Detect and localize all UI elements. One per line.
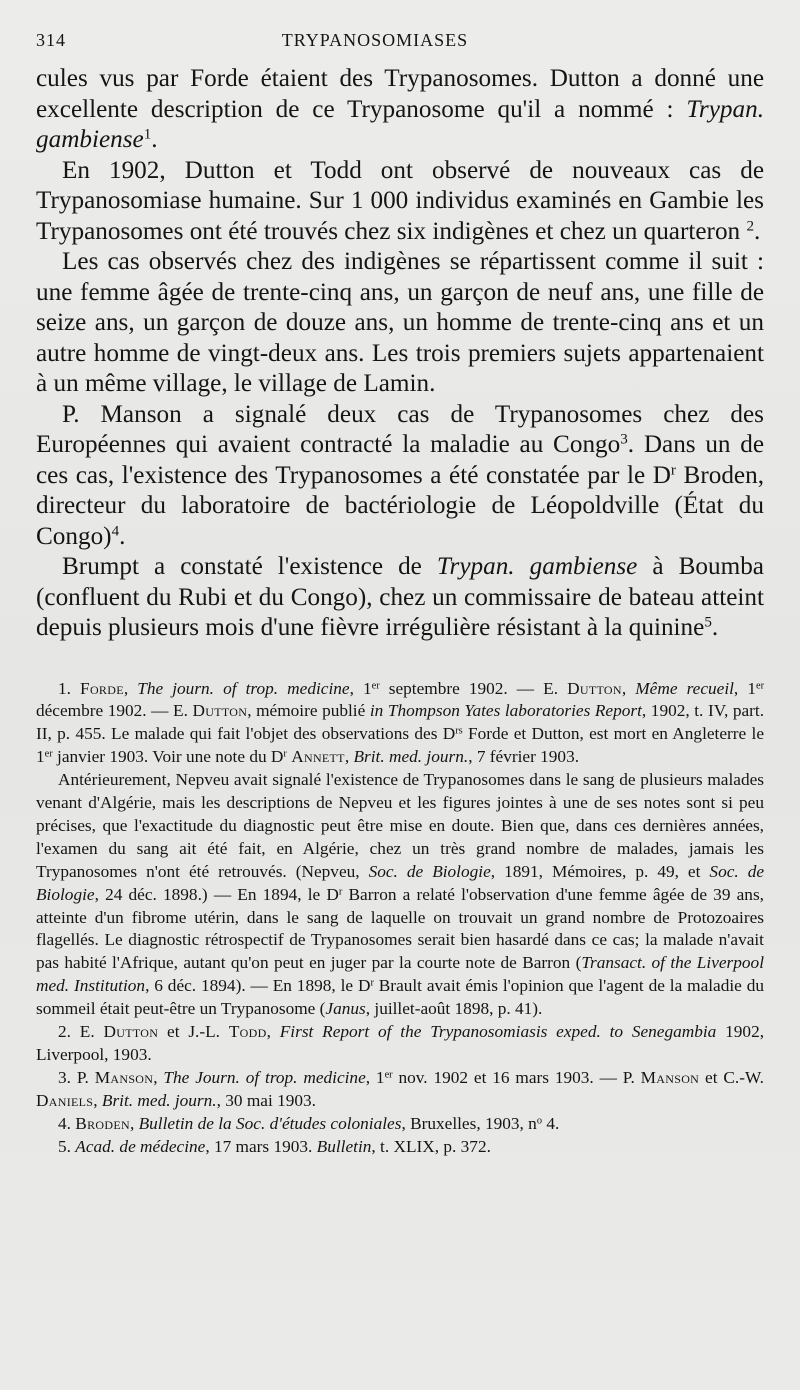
footnote-ref-3: 3 [620,431,628,448]
species-name: Trypan. gambiense [436,553,638,580]
paragraph-4: P. Manson a signalé deux cas de Trypanosomes chez des Européennes qui avaient contracté la maladie au Congo$^3$. Dans un de ces cas, l'existence des Trypanosomes a été constatée par le $D^r$ Broden, directeur du laboratoire de bactériologie de Léopoldville (État du Congo)$^4$. [36,400,765,550]
footnote-1: 1. Forde, The journ. of trop. medicine, 1er septembre 1902. — E. Dutton, Même recueil, 1er décembre 1902. — E. Dutton, mémoire publié in Thompson Yates laboratories Report, 1902, t. IV, part. II, p. 455. Le malade qui fait l'objet des observations des $D^{rs}$ Forde et Dutton, est mort en Angleterre le 1er janvier 1903. Voir une note du $D^r$ Annett, Brit. med. journ., 7 février 1903. [36,678,765,767]
footnote-3: 3. P. Manson, The Journ. of trop. medicine, 1er nov. 1902 et 16 mars 1903. — P. Manson et C.-W. Daniels, Brit. med. journ., 30 mai 1903. [36,1067,765,1110]
paragraph-1: cules vus par Forde étaient des Trypanosomes. Dutton a donné une excellente description de ce Trypanosome qu'il a nommé : Trypan. gambiense$^1$. [36,65,764,153]
paragraph-5: Brumpt a constaté l'existence de Trypan. gambiense à Boumba (confluent du Rubi et du Congo), chez un commissaire de bateau atteint depuis plusieurs mois d'une fièvre irrégulière résistant à la quinine$^5$. [36,553,764,641]
running-title: TRYPANOSOMIASES [281,30,469,50]
page-number: 314 [36,30,66,50]
main-text [36,64,764,644]
paragraph-2: En 1902, Dutton et Todd ont observé de nouveaux cas de Trypanosomiase humaine. Sur 1 000 individus examinés en Gambie les Trypanosomes ont été trouvés chez six indigènes et chez un quarteron $^2$. [36,156,764,245]
footnote-4: 4. Broden, Bulletin de la Soc. d'études coloniales, Bruxelles, 1903, $n^o$ 4. [58,1113,560,1133]
footnote-ref-4: 4 [111,523,120,540]
footnote-ref-5: 5 [704,614,712,631]
species-name: Trypan. gambiense [36,95,764,153]
footnote-2: 2. E. Dutton et J.-L. Todd, First Report of the Trypanosomiasis exped. to Senegambia 1902, Liverpool, 1903. [36,1022,765,1064]
footnote-ref-2: 2 [746,218,754,235]
footnote-1-continued: Antérieurement, Nepveu avait signalé l'existence de Trypanosomes dans le sang de plusieurs malades venant d'Algérie, mais les descriptions de Nepveu et les figures jointes à une de ses notes sont si peu précises, que l'exactitude du diagnostic peut être mise en doute. Bien que, dans ces dernières années, l'examen du sang ait été fait, en Algérie, chez un très grand nombre de malades, jamais les Trypanosomes n'ont été retrouvés. (Nepveu, Soc. de Biologie, 1891, Mémoires, p. 49, et Soc. de Biologie, 24 déc. 1898.) — En 1894, le $D^r$ Barron a relaté l'observation d'une femme âgée de 39 ans, atteinte d'un fibrome utérin, dans le sang de laquelle on trouvait un grand nombre de Protozoaires flagellés. Le diagnostic rétrospectif de Trypanosomes serait bien hasardé dans ce cas; la malade n'avait pas habité l'Afrique, autant qu'on peut en juger par la courte note de Barron (Transact. of the Liverpool med. Institution, 6 déc. 1894). — En 1898, le $D^r$ Brault avait émis l'opinion que l'agent de la maladie du sommeil était peut-être un Trypanosome (Janus, juillet-août 1898, p. 41). [36,770,765,1019]
paragraph-3: Les cas observés chez des indigènes se répartissent comme il suit : une femme âgée de trente-cinq ans, un garçon de neuf ans, une fille de seize ans, un garçon de douze ans, un homme de trente-cinq ans et un autre homme de vingt-deux ans. Les trois premiers sujets appartenaient à un même village, le village de Lamin. [36,248,764,397]
footnote-ref-1: 1 [143,126,152,143]
footnotes [36,678,764,1159]
running-header [36,30,764,64]
footnote-5: 5. Acad. de médecine, 17 mars 1903. Bulletin, t. XLIX, p. 372. [58,1136,491,1156]
